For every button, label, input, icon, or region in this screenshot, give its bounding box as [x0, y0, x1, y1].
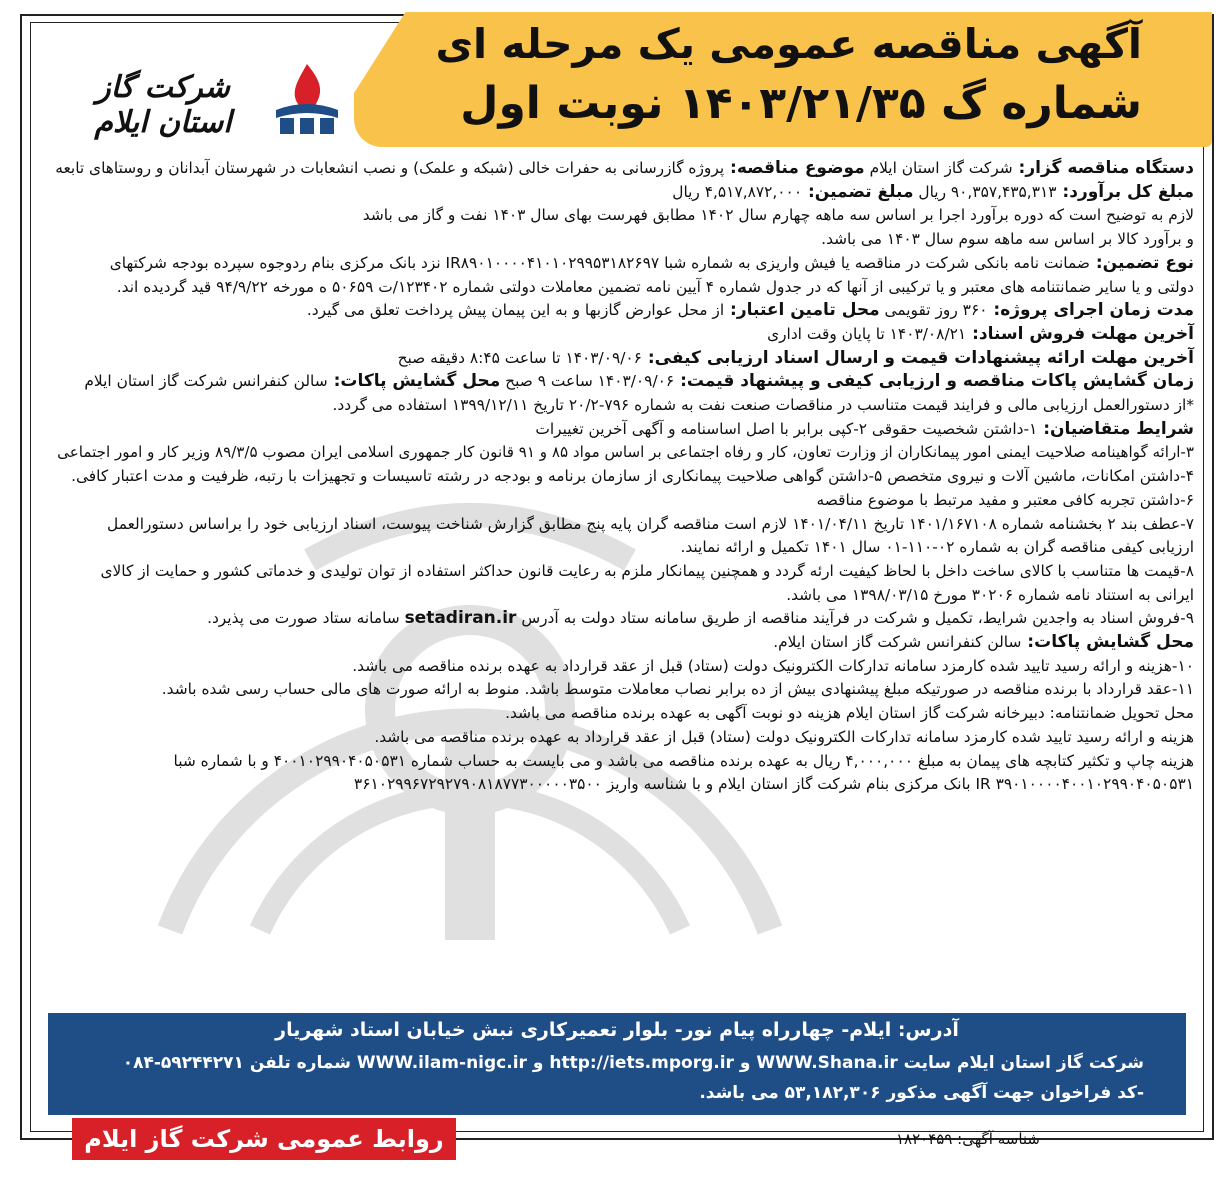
- tender-line-5: [44, 252, 1194, 276]
- label-guarantee-amount: مبلغ تضمین:: [802, 181, 914, 202]
- tender-line-17: ارزیابی کیفی مناقصه گران به شماره ۰۲-۱۱۰-۰۱ سال ۱۴۰۱ تکمیل و ارائه نمایند.: [680, 538, 1194, 557]
- tender-line-13: ۳-ارائه گواهینامه صلاحیت ایمنی امور پیمانکاران از وزارت تعاون، کار و رفاه اجتماعی بر اساس مواد ۸۵ و ۹۱ قانون کار جمهوری اسلامی ایران مصوب ۸۹/۳/۵ وزیر کار و امور اجتماعی: [57, 443, 1194, 462]
- tender-line-18: ۸-قیمت ها متناسب با کالای ساخت داخل با لحاظ کیفیت ارئه گردد و همچنین پیمانکار ملزم به رعایت قانون حداکثر استفاده از توان تولیدی و خدماتی کشور و حمایت از کالای: [100, 561, 1194, 580]
- bid-deadline-value: ۱۴۰۳/۰۹/۰۶ تا ساعت ۸:۴۵ دقیقه صبح: [397, 348, 642, 367]
- label-subject: موضوع مناقصه:: [724, 158, 865, 178]
- tender-line-7: [44, 299, 1194, 323]
- tender-line-27: IR ۳۹۰۱۰۰۰۰۴۰۰۱۰۲۹۹۰۴۰۵۰۵۳۱ بانک مرکزی بنام شرکت گاز استان ایلام و با شناسه واریز ۳۶۱۰۲۹۹۶۷۲۹۲۷۹۰۸۱۸۷۷۳۰۰۰۰۰۳۵۰۰: [353, 775, 1194, 794]
- opening-place-2-value: سالن کنفرانس شرکت گاز استان ایلام.: [773, 633, 1022, 652]
- subject-value: پروژه گازرسانی به حفرات خالی (شبکه و علمک) و نصب انشعابات در شهرستان آبدانان و روستاهای تابعه: [55, 159, 725, 177]
- ad-id: شناسه آگهی: ۱۸۲۰۴۵۹: [896, 1130, 1040, 1148]
- label-duration: مدت زمان اجرای پروژه:: [987, 300, 1194, 321]
- footer-contact: شرکت گاز استان ایلام سایت WWW.Shana.ir و http://iets.mporg.ir و WWW.ilam-nigc.ir شماره تلفن ۵۹۲۴۴۲۷۱-۰۸۴: [122, 1053, 1144, 1073]
- label-opening-time: زمان گشایش پاکات مناقصه و ارزیابی کیفی و پیشنهاد قیمت:: [674, 371, 1194, 392]
- tender-line-10: [44, 370, 1194, 394]
- footer-address: آدرس: ایلام- چهارراه پیام نور- بلوار تعمیرکاری نبش خیابان استاد شهریار: [275, 1019, 959, 1041]
- company-logo: [48, 52, 348, 142]
- tender-line-24: محل تحویل ضمانتنامه: دبیرخانه شرکت گاز استان ایلام هزینه دو نوبت آگهی به عهده برنده مناقصه می باشد.: [505, 704, 1194, 723]
- label-opening-place-2: محل گشایش پاکات:: [1021, 632, 1194, 653]
- label-guarantee-type: نوع تضمین:: [1089, 252, 1194, 273]
- doc-deadline-value: ۱۴۰۳/۰۸/۲۱ تا پایان وقت اداری: [767, 324, 967, 343]
- tender-line-6: دولتی و یا سایر ضمانتنامه های معتبر و یا ترکیبی از آنها که در جدول شماره ۴ آیین نامه تضمین معاملات دولتی شماره ۱۲۳۴۰۲/ت ۵۰۶۵۹ ه مورخه ۹۴/۹/۲۲ قید گردیده اند.: [116, 277, 1194, 296]
- label-funding: محل تامین اعتبار:: [724, 300, 880, 321]
- tender-line-25: هزینه و ارائه رسید تایید شده کارمزد سامانه تدارکات الکترونیک دولت (ستاد) قبل از عقد قرارداد به عهده برنده مناقصه می باشد.: [374, 727, 1194, 746]
- tender-line-14: ۴-داشتن امکانات، ماشین آلات و نیروی متخصص ۵-داشتن گواهی صلاحیت پیمانکاری از سازمان برنامه و بودجه در رشته تاسیسات و تجهیزات با رتبه، ظرفیت و مدت اعتبار کافی.: [71, 467, 1194, 486]
- flame-icon: [268, 58, 346, 138]
- tenderer-value: شرکت گاز استان ایلام: [864, 159, 1013, 177]
- funding-value: از محل عوارض گازبها و به این پیمان پیش پرداخت تعلق می گیرد.: [306, 301, 725, 320]
- opening-time-value: ۱۴۰۳/۰۹/۰۶ ساعت ۹ صبح: [500, 372, 675, 391]
- tender-number: شماره گ ۱۴۰۳/۲۱/۳۵ نوبت اول: [460, 78, 1142, 129]
- logo-text: شرکت گاز استان ایلام: [94, 70, 232, 140]
- sale-text: ۹-فروش اسناد به واجدین شرایط، تکمیل و شرکت در فرآیند مناقصه از طریق سامانه ستاد دولت به آدرس: [516, 609, 1194, 628]
- tender-line-21: [44, 631, 1194, 655]
- tender-line-16: ۷-عطف بند ۲ بخشنامه شماره ۱۴۰۱/۱۶۷۱۰۸ تاریخ ۱۴۰۱/۰۴/۱۱ لازم است مناقصه گران پایه پنج مطابق گزارش شناخت پیوست، اسناد ارزیابی خود را براساس دستورالعمل: [107, 514, 1194, 533]
- tender-line-26: هزینه چاپ و تکثیر کتابچه های پیمان به مبلغ ۴,۰۰۰,۰۰۰ ریال به عهده برنده مناقصه می باشد و می بایست به حساب شماره ۴۰۰۱۰۲۹۹۰۴۰۵۰۵۳۱ و با شماره شبا: [173, 751, 1194, 770]
- sale-text-end: سامانه ستاد صورت می پذیرد.: [207, 609, 405, 628]
- tender-line-22: ۱۰-هزینه و ارائه رسید تایید شده کارمزد سامانه تدارکات الکترونیک دولت (ستاد) قبل از عقد قرارداد به عهده برنده مناقصه می باشد.: [352, 656, 1194, 675]
- tender-line-1: [44, 157, 1194, 181]
- tender-line-20: [44, 607, 1194, 631]
- tender-line-9: [44, 347, 1194, 371]
- tender-line-19: ایرانی به استناد نامه شماره ۳۰۲۰۶ مورخ ۱۳۹۸/۰۳/۱۵ می باشد.: [786, 585, 1194, 604]
- tender-line-23: ۱۱-عقد قرارداد با برنده مناقصه در صورتیکه مبلغ پیشنهادی بیش از ده برابر نصاب معاملات متوسط باشد. منوط به ارائه صورت های مالی حساب رسی شده باشد.: [161, 680, 1194, 699]
- estimate-value: ۹۰,۳۵۷,۴۳۵,۳۱۳ ریال: [913, 182, 1057, 201]
- tender-line-15: ۶-داشتن تجربه کافی معتبر و مفید مرتبط با موضوع مناقصه: [816, 490, 1194, 509]
- tender-line-8: [44, 323, 1194, 347]
- label-conditions: شرایط متقاضیان:: [1037, 418, 1194, 439]
- guarantee-type-value: ضمانت نامه بانکی شرکت در مناقصه یا فیش واریزی به شماره شبا IR۸۹۰۱۰۰۰۰۴۱۰۱۰۲۹۹۵۳۱۸۲۶۹۷ نزد بانک مرکزی بنام ردوجوه سپرده بودجه شرکتهای: [109, 253, 1090, 272]
- ad-body: [44, 157, 1194, 797]
- public-relations-bar: روابط عمومی شرکت گاز ایلام: [72, 1118, 456, 1160]
- footer-contact-box: [48, 1013, 1186, 1115]
- tender-line-2: [44, 181, 1194, 205]
- opening-place-value: سالن کنفرانس شرکت گاز استان ایلام: [84, 372, 328, 391]
- label-tenderer: دستگاه مناقصه گزار:: [1012, 158, 1194, 178]
- label-bid-deadline: آخرین مهلت ارائه پیشنهادات قیمت و ارسال اسناد ارزیابی کیفی:: [641, 347, 1194, 368]
- tender-line-3: لازم به توضیح است که دوره برآورد اجرا بر اساس سه ماهه چهارم سال ۱۴۰۲ مطابق فهرست بهای سال ۱۴۰۳ نفت و گاز می باشد: [362, 206, 1194, 225]
- setadiran-link[interactable]: setadiran.ir: [404, 608, 517, 629]
- label-estimate: مبلغ کل برآورد:: [1056, 181, 1194, 202]
- label-opening-place: محل گشایش پاکات:: [327, 371, 501, 392]
- footer-code-note: -کد فراخوان جهت آگهی مذکور ۵۳,۱۸۲,۳۰۶ می باشد.: [699, 1083, 1144, 1103]
- conditions-value: ۱-داشتن شخصیت حقوقی ۲-کپی برابر با اصل اساسنامه و آگهی آخرین تغییرات: [535, 419, 1038, 438]
- guarantee-amount-value: ۴,۵۱۷,۸۷۲,۰۰۰ ریال: [672, 182, 803, 201]
- tender-line-4: و برآورد کالا بر اساس سه ماهه سوم سال ۱۴۰۳ می باشد.: [821, 230, 1194, 249]
- duration-value: ۳۶۰ روز تقویمی: [879, 301, 988, 320]
- label-doc-deadline: آخرین مهلت فروش اسناد:: [966, 323, 1194, 344]
- ad-title: آگهی مناقصه عمومی یک مرحله ای: [435, 20, 1142, 68]
- tender-line-11: *از دستورالعمل ارزیابی مالی و فرایند قیمت متناسب در مناقصات صنعت نفت به شماره ۷۹۶-۲۰/۲ تاریخ ۱۳۹۹/۱۲/۱۱ استفاده می گردد.: [332, 396, 1194, 415]
- tender-line-12: [44, 418, 1194, 442]
